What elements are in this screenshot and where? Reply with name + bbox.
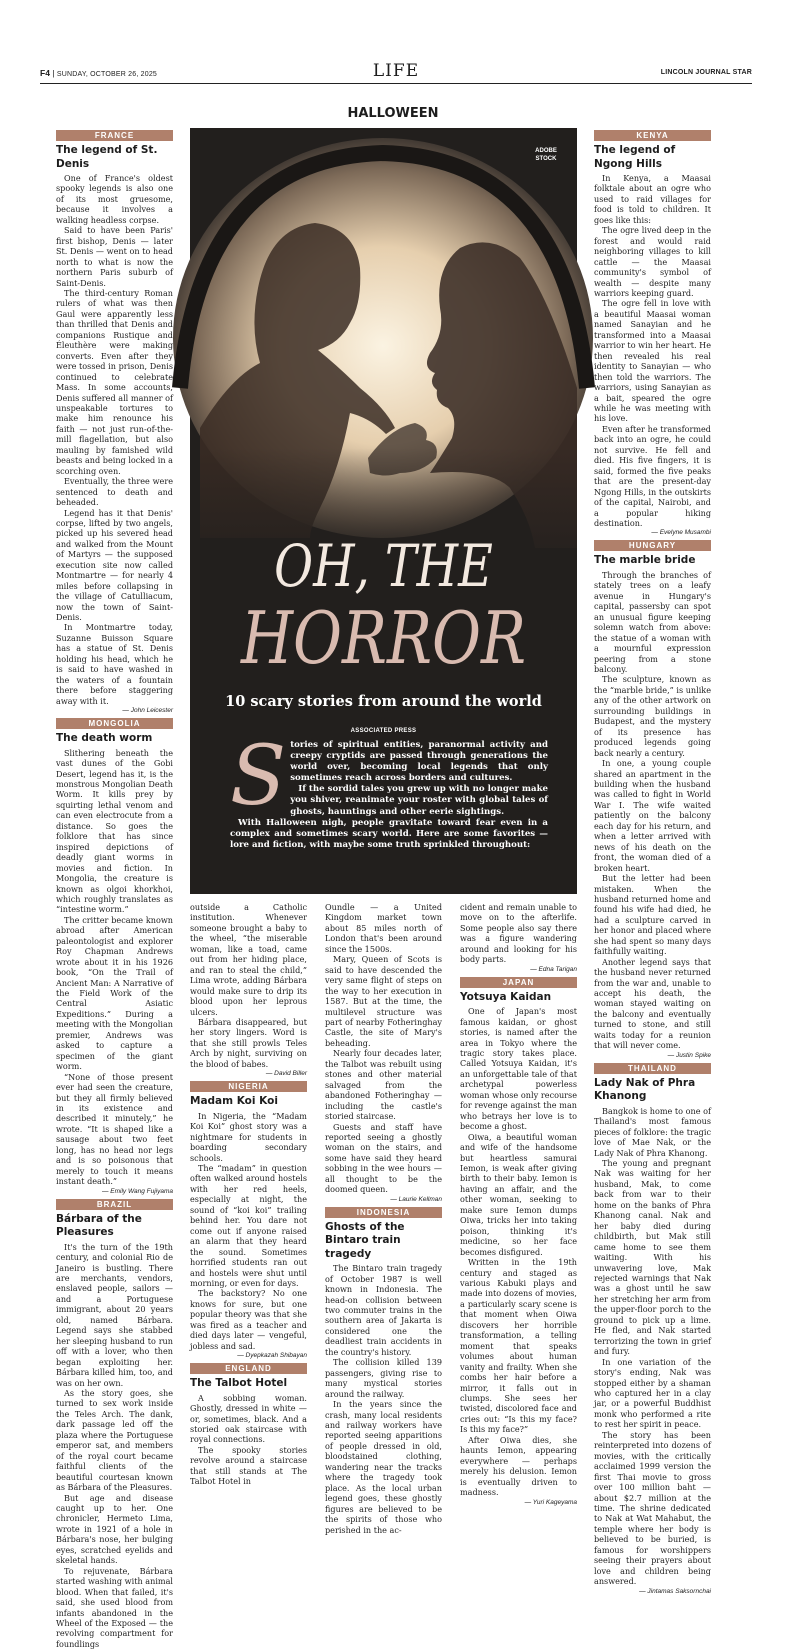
paragraph: The ogre lived deep in the forest and would raid neighboring villages to kill cattle — the Maasai community's symbol of wealth — despite many warriors keeping guard. bbox=[594, 225, 711, 298]
story-england bbox=[190, 1363, 307, 1487]
byline-nigeria: — Dyepkazah Shibayan bbox=[237, 1352, 307, 1360]
paragraph: Written in the 19th century and staged as various Kabuki plays and made into dozens of movies, a particularly scary scene is that moment when Oiwa discovers her horrible transformation, a telling moment that speaks volumes about human vanity and frailty. When she combs her hair before a mirror, it falls out in clumps. She sees her twisted, discolored face and cries out: “Is this my face? Is this my face?” bbox=[460, 1257, 577, 1435]
column-3 bbox=[325, 902, 442, 1535]
headline-thailand: Lady Nak of Phra Khanong bbox=[594, 1076, 696, 1103]
paragraph: The young and pregnant Nak was waiting for her husband, Mak, to come back from war to their home on the banks of Phra Khanong canal. Nak and her baby died during childbirth, but Mak still came home to see them waiting. With his unwavering love, Mak rejected warnings that Nak was a ghost until he saw her stretching her arm from the upper-floor porch to the ground to pick up a lime. He fled, and Nak started terrorizing the town in grief and fury. bbox=[594, 1158, 711, 1357]
paragraph: To rejuvenate, Bárbara started washing with animal blood. When that failed, it's said, she used blood from infants abandoned in the Wheel of the Exposed — the revolving compartment for foundlings bbox=[56, 1565, 173, 1649]
kicker-indonesia: INDONESIA bbox=[325, 1207, 442, 1218]
date-line: SUNDAY, OCTOBER 26, 2025 bbox=[56, 71, 158, 78]
kicker-japan: JAPAN bbox=[460, 977, 577, 988]
byline-france: — John Leicester bbox=[122, 707, 173, 715]
paragraph: Nearly four decades later, the Talbot was rebuilt using stones and other material salvaged from the abandoned Fotheringhay — including the castle's storied staircase. bbox=[325, 1048, 442, 1122]
photo-credit: ADOBE STOCK bbox=[535, 148, 557, 162]
paragraph: After Oiwa dies, she haunts Iemon, appearing everywhere — perhaps merely his delusion. Iemon is eventually driven to madness. bbox=[460, 1434, 577, 1498]
paragraph: Legend has it that Denis' corpse, lifted by two angels, picked up his severed head and walked from the Mount of Martyrs — the supposed execution site now called Montmartre — for nearly 4 miles before collapsing in the village of Catulliacum, now the town of Saint-Denis. bbox=[56, 507, 173, 623]
paragraph: One of Japan's most famous kaidan, or ghost stories, is named after the area in Tokyo where the tragic story takes place. Called Yotsuya Kaidan, it's an unforgettable tale of that archetypal powerless woman whose only recourse for revenge against the man who betrays her love is to become a ghost. bbox=[460, 1006, 577, 1132]
story-thailand bbox=[594, 1063, 711, 1595]
intro-paragraph: With Halloween nigh, people gravitate toward fear even in a complex and sometimes scary world. Here are some favorites — lore and fiction, with maybe some truth sprinkled throughout: bbox=[230, 817, 548, 850]
paragraph: One of France's oldest spooky legends is also one of its most gruesome, because it involves a walking headless corpse. bbox=[56, 173, 173, 225]
paragraph: Oundle — a United Kingdom market town about 85 miles north of London that's been around since the 1500s. bbox=[325, 902, 442, 954]
story-france bbox=[56, 130, 173, 714]
paragraph: The backstory? No one knows for sure, but one popular theory was that she was fired as a teacher and died days later — vengeful, jobless and sad. bbox=[190, 1288, 307, 1351]
paragraph: In the years since the crash, many local residents and railway workers have reported seeing apparitions of people dressed in old, bloodstained clothing, wandering near the tracks where the tragedy took place. As the local urban legend goes, these ghostly figures are believed to be the spirits of those who perished in the ac- bbox=[325, 1399, 442, 1535]
paragraph: outside a Catholic institution. Whenever someone brought a baby to the wheel, “the miserable woman, like a toad, came out from her hiding place, and ran to steal the child,” Lima wrote, adding Bárbara would make sure to drip its blood upon her leprous ulcers. bbox=[190, 902, 307, 1017]
paragraph: Said to have been Paris' first bishop, Denis — later St. Denis — went on to head north to what is now the northern Paris suburb of Saint-Denis. bbox=[56, 225, 173, 288]
paragraph: The ogre fell in love with a beautiful Maasai woman named Sanayian and he transformed into a Maasai warrior to win her heart. He then revealed his real identity to Sanayian — who then told the warriors. The warriors, using Sanayian as a bait, speared the ogre while he was meeting with his love. bbox=[594, 298, 711, 424]
story-indonesia-continued bbox=[460, 902, 577, 973]
kicker-thailand: THAILAND bbox=[594, 1063, 711, 1074]
story-brazil-continued bbox=[190, 902, 307, 1077]
column-4 bbox=[460, 902, 577, 1510]
story-brazil bbox=[56, 1199, 173, 1649]
page-folio: F4 | SUNDAY, OCTOBER 26, 2025 bbox=[40, 68, 158, 78]
byline-indonesia: — Edna Tarigan bbox=[530, 965, 577, 973]
kicker-brazil: BRAZIL bbox=[56, 1199, 173, 1210]
paragraph: In one variation of the story's ending, Nak was stopped either by a shaman who captured her in a clay jar, or a powerful Buddhist monk who performed a rite to rest her spirit in peace. bbox=[594, 1356, 711, 1430]
kicker-hungary: HUNGARY bbox=[594, 540, 711, 551]
byline-mongolia: — Emily Wang Fujiyama bbox=[101, 1187, 173, 1195]
title-line-1: OH, THE bbox=[274, 532, 493, 600]
paragraph: The sculpture, known as the “marble bride,” is unlike any of the other artwork on surrounding buildings in Budapest, and the mystery of its presence has produced legends going back nearly a century. bbox=[594, 674, 711, 758]
drop-cap: S bbox=[230, 729, 287, 824]
title-line-2: HORROR bbox=[240, 596, 527, 680]
hero-illustration bbox=[190, 128, 577, 894]
story-kenya bbox=[594, 130, 711, 536]
story-japan bbox=[460, 977, 577, 1506]
paragraph: Even after he transformed back into an ogre, he could not survive. He fell and died. His five fingers, it is said, formed the five peaks that are the present-day Ngong Hills, in the outskirts of the capital, Nairobi, and a popular hiking destination. bbox=[594, 423, 711, 528]
page-theme: HALLOWEEN bbox=[347, 106, 439, 121]
intro-paragraph: If the sordid tales you grew up with no longer make you shiver, reanimate your roster with global tales of ghosts, hauntings and other eerie sightings. bbox=[290, 784, 548, 817]
right-column bbox=[594, 130, 711, 1599]
story-hungary bbox=[594, 540, 711, 1058]
paragraph: The Bintaro train tragedy of October 1987 is well known in Indonesia. The head-on collision between two commuter trains in the southern area of Jakarta is considered one the deadliest train accidents in the country's history. bbox=[325, 1263, 442, 1357]
paragraph: Another legend says that the husband never returned from the war and, unable to accept his death, the woman stayed waiting on the balcony and eventually turned to stone, and still waits today for a reunion that will never come. bbox=[594, 956, 711, 1051]
left-column bbox=[56, 130, 173, 1649]
paragraph: The third-century Roman rulers of what was then Gaul were apparently less than thrilled that Denis and companions Rustique and Éleuthère were making converts. Even after they were tossed in prison, Denis continued to celebrate Mass. In some accounts, Denis suffered all manner of unspeakable tortures to make him renounce his faith — not just run-of-the-mill flagellation, but also mauling by famished wild beasts and being locked in a scorching oven. bbox=[56, 287, 173, 476]
paragraph: The spooky stories revolve around a staircase that still stands at The Talbot Hotel in bbox=[190, 1444, 307, 1487]
headline-nigeria: Madam Koi Koi bbox=[190, 1095, 278, 1108]
paragraph: But age and disease caught up to her. One chronicler, Hermeto Lima, wrote in 1921 of a hole in Bárbara's nose, her bulging eyes, scratched eyelids and skeletal hands. bbox=[56, 1492, 173, 1566]
paragraph: Guests and staff have reported seeing a ghostly woman on the stairs, and some have said they heard sobbing in the wee hours — all thought to be the doomed queen. bbox=[325, 1121, 442, 1195]
headline-kenya: The legend of Ngong Hills bbox=[594, 144, 676, 170]
story-indonesia bbox=[325, 1207, 442, 1535]
page-header bbox=[40, 62, 752, 84]
kicker-nigeria: NIGERIA bbox=[190, 1081, 307, 1092]
paragraph: But the letter had been mistaken. When the husband returned home and found his wife had died, he had a sculpture carved in her honor and placed where she had spent so many days faithfully waiting. bbox=[594, 873, 711, 957]
column-2 bbox=[190, 902, 307, 1487]
paragraph: In Nigeria, the “Madam Koi Koi” ghost story was a nightmare for students in boarding secondary schools. bbox=[190, 1110, 307, 1163]
story-england-continued bbox=[325, 902, 442, 1203]
headline-hungary: The marble bride bbox=[594, 554, 696, 567]
kicker-mongolia: MONGOLIA bbox=[56, 718, 173, 729]
paragraph: The collision killed 139 passengers, giving rise to many mystical stories around the railway. bbox=[325, 1357, 442, 1399]
paragraph: Eventually, the three were sentenced to death and beheaded. bbox=[56, 476, 173, 508]
paragraph: In Montmartre today, Suzanne Buisson Square has a statue of St. Denis holding his head, which he is said to have washed in the waters of a fountain there before staggering away with it. bbox=[56, 622, 173, 706]
paragraph: Bárbara disappeared, but her story lingers. Word is that she still prowls Teles Arch by night, surviving on the blood of babes. bbox=[190, 1016, 307, 1069]
byline-hungary: — Justin Spike bbox=[667, 1051, 711, 1059]
headline-indonesia: Ghosts of the Bintaro train tragedy bbox=[325, 1220, 405, 1260]
headline-england: The Talbot Hotel bbox=[190, 1377, 288, 1390]
paragraph: Mary, Queen of Scots is said to have descended the very same flight of steps on the way to her execution in 1587. But at the time, the multilevel structure was part of nearby Fotheringhay Castle, the site of Mary's beheading. bbox=[325, 954, 442, 1048]
kicker-england: ENGLAND bbox=[190, 1363, 307, 1374]
paragraph: The story has been reinterpreted into dozens of movies, with the critically acclaimed 1999 version the first Thai movie to gross over 100 million baht — about $2.7 million at the time. The shrine dedicated to Nak at Wat Mahabut, the temple where her body is believed to be buried, is famous for worshippers seeing their prayers about love and children being answered. bbox=[594, 1429, 711, 1587]
paragraph: Through the branches of stately trees on a leafy avenue in Hungary's capital, passersby can spot an unusual figure keeping solemn watch from above: the statue of a woman with a mournful expression peering from a stone balcony. bbox=[594, 569, 711, 674]
intro-byline: ASSOCIATED PRESS bbox=[350, 728, 417, 734]
paragraph: Oiwa, a beautiful woman and wife of the handsome but heartless samurai Iemon, is weak after giving birth to their baby. Iemon is having an affair, and the other woman, seeking to make sure Iemon dumps Oiwa, tricks her into taking poison, thinking it's medicine, so her face becomes disfigured. bbox=[460, 1131, 577, 1257]
paragraph: The “madam” in question often walked around hostels with her red heels, especially at night, the sound of “koi koi” trailing behind her. You dare not come out if anyone raised an alarm that they heard the sound. Sometimes horrified students ran out and hostels were shut until morning, or even for days. bbox=[190, 1163, 307, 1288]
byline-brazil: — David Biller bbox=[265, 1070, 307, 1078]
paragraph: The critter became known abroad after American paleontologist and explorer Roy Chapman Andrews wrote about it in his 1926 book, “On the Trail of Ancient Man: A Narrative of the Field Work of the Central Asiatic Expeditions.” During a meeting with the Mongolian premier, Andrews was asked to capture a specimen of the giant worm. bbox=[56, 914, 173, 1072]
headline-france: The legend of St. Denis bbox=[56, 144, 158, 170]
byline-kenya: — Evelyne Musambi bbox=[651, 529, 711, 537]
paragraph: cident and remain unable to move on to the afterlife. Some people also say there was a figure wandering around and looking for his body parts. bbox=[460, 902, 577, 965]
story-mongolia bbox=[56, 718, 173, 1195]
headline-japan: Yotsuya Kaidan bbox=[460, 990, 552, 1003]
deck: 10 scary stories from around the world bbox=[225, 693, 542, 710]
paragraph: In one, a young couple shared an apartment in the building when the husband was called to fight in World War I. The wife waited patiently on the balcony each day for his return, and when a letter arrived with news of his death on the front, the woman died of a broken heart. bbox=[594, 758, 711, 873]
paragraph: Slithering beneath the vast dunes of the Gobi Desert, legend has it, is the monstrous Mongolian Death Worm. It kills prey by squirting lethal venom and can even electrocute from a distance. So goes the folklore that has since inspired depictions of deadly giant worms in movies and fiction. In Mongolia, the creature is known as olgoi khorkhoi, which roughly translates as “intestine worm.” bbox=[56, 747, 173, 915]
headline-mongolia: The death worm bbox=[56, 732, 153, 745]
paragraph: “None of those present ever had seen the creature, but they all firmly believed in its existence and described it minutely,” he wrote. “It is shaped like a sausage about two feet long, has no head nor legs and is so poisonous that merely to touch it means instant death.” bbox=[56, 1071, 173, 1187]
kicker-france: FRANCE bbox=[56, 130, 173, 141]
byline-thailand: — Jintamas Saksornchai bbox=[639, 1587, 711, 1595]
story-nigeria bbox=[190, 1081, 307, 1359]
headline-brazil: Bárbara of the Pleasures bbox=[56, 1212, 142, 1239]
byline-japan: — Yuri Kageyama bbox=[524, 1498, 577, 1506]
paragraph: As the story goes, she turned to sex work inside the Teles Arch. The dank, dark passage led off the plaza where the Portuguese emperor sat, and members of the royal court became faithful clients of the beautiful courtesan known as Bárbara of the Pleasures. bbox=[56, 1387, 173, 1493]
intro-paragraph: tories of spiritual entities, paranormal activity and creepy cryptids are passed through generations the world over, becoming local legends that only sometimes reach across borders and cultures. bbox=[290, 740, 548, 784]
paragraph: A sobbing woman. Ghostly, dressed in white — or, sometimes, black. And a storied oak staircase with royal connections. bbox=[190, 1392, 307, 1445]
paragraph: Bangkok is home to one of Thailand's most famous pieces of folklore: the tragic love of Mae Nak, or the Lady Nak of Phra Khanong. bbox=[594, 1105, 711, 1158]
paragraph: It's the turn of the 19th century, and colonial Rio de Janeiro is bustling. There are merchants, vendors, enslaved people, sailors — and a Portuguese immigrant, about 20 years old, named Bárbara. Legend says she stabbed her sleeping husband to run off with a lover, who then began exploiting her. Bárbara killed him, too, and was on her own. bbox=[56, 1241, 173, 1388]
paragraph: In Kenya, a Maasai folktale about an ogre who used to raid villages for food is told to children. It goes like this: bbox=[594, 173, 711, 225]
section-name: LIFE bbox=[372, 61, 420, 81]
kicker-kenya: KENYA bbox=[594, 130, 711, 141]
byline-england: — Laurie Kellman bbox=[390, 1195, 442, 1203]
newspaper-name: LINCOLN JOURNAL STAR bbox=[660, 69, 752, 76]
